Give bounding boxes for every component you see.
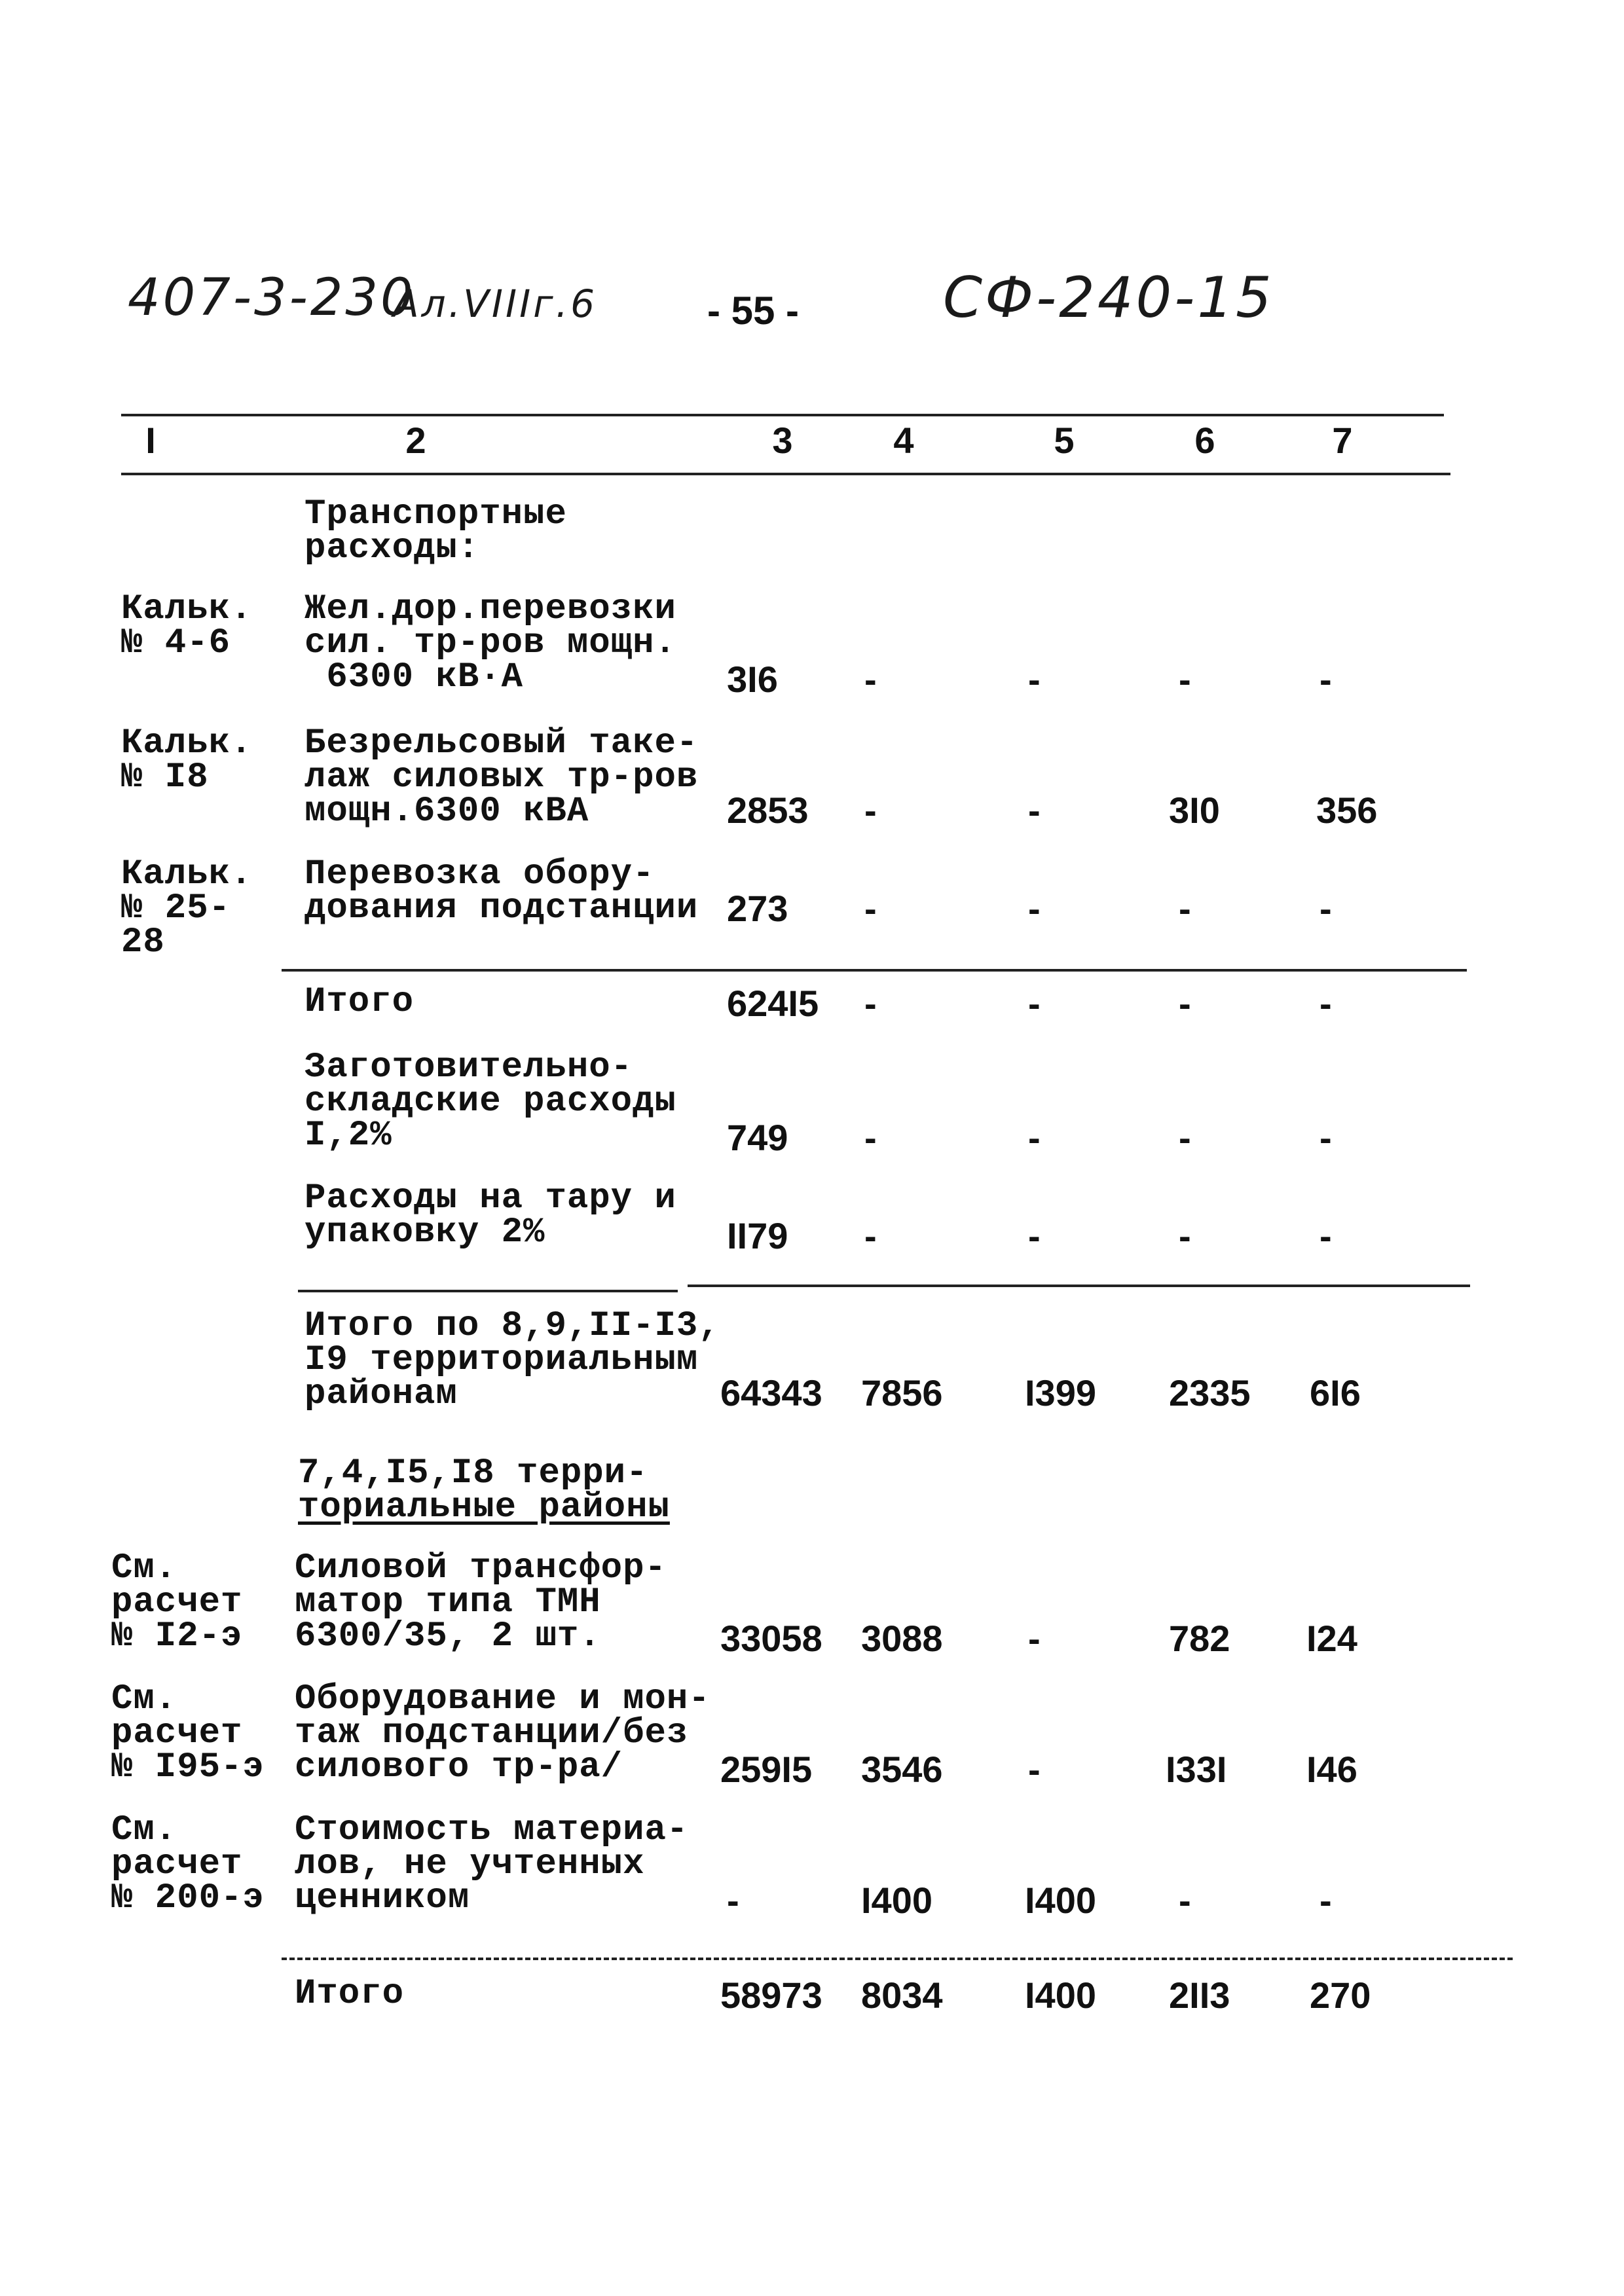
cell-col5: - [1028,659,1041,700]
cell-col6: - [1179,888,1191,929]
cell-col6: - [1179,1880,1191,1921]
cell-col5: I400 [1025,1975,1096,2016]
cell-col7: I46 [1306,1749,1357,1790]
cell-col3: 749 [727,1117,788,1158]
cell-col5: I400 [1025,1880,1096,1921]
cell-col6: - [1179,983,1191,1024]
cell-col7: - [1320,1880,1332,1921]
final-total-rule [282,1958,1513,1960]
cell-col3: - [727,1880,739,1921]
row-description: Итого [295,1974,405,2014]
cell-col5: - [1028,1117,1041,1158]
cell-col5: - [1028,1215,1041,1256]
cell-col6: - [1179,1215,1191,1256]
cell-col4: 7856 [861,1372,943,1413]
row-ref: Кальк. № 4-6 [121,589,253,663]
row-description: Оборудование и мон- таж подстанции/без силового тр-ра/ [295,1679,710,1787]
cell-col4: I400 [861,1880,932,1921]
cell-col5: - [1028,790,1041,831]
row-description: Итого [304,982,415,1022]
column-header-4: 4 [893,420,914,461]
cell-col6: 2335 [1169,1372,1251,1413]
cell-col7: 270 [1310,1975,1371,2016]
row-ref: См. расчет № I95-э [111,1679,265,1787]
cell-col4: - [864,1117,877,1158]
cell-col3: 64343 [720,1372,822,1413]
cell-col7: 356 [1316,790,1378,831]
cell-col4: - [864,983,877,1024]
cell-col4: 3546 [861,1749,943,1790]
cell-col3: 3I6 [727,659,778,700]
cell-col6: 2II3 [1169,1975,1230,2016]
column-header-3: 3 [772,420,793,461]
section-heading-territories-line2: ториальные районы [298,1487,670,1527]
column-header-2: 2 [405,420,426,461]
sheet-reference: Ал.VIIIг.6 [393,282,597,326]
cell-col4: - [864,790,877,831]
row-ref: См. расчет № I2-э [111,1548,243,1656]
cell-col4: - [864,659,877,700]
column-header-7: 7 [1332,420,1353,461]
total-rule-right [688,1285,1470,1287]
cell-col3: 2853 [727,790,809,831]
cell-col4: - [864,1215,877,1256]
cell-col3: 58973 [720,1975,822,2016]
cell-col3: 624I5 [727,983,819,1024]
cell-col5: - [1028,983,1041,1024]
row-description: Стоимость материа- лов, не учтенных ценником [295,1810,689,1918]
table-header-rule [121,473,1450,475]
row-description: Безрельсовый таке- лаж силовых тр-ров мощн.6300 кВА [304,723,699,831]
row-ref: См. расчет № 200-э [111,1810,265,1918]
document-code: 407-3-230 [128,268,416,327]
cell-col3: 259I5 [720,1749,813,1790]
page-number: - 55 - [707,289,800,333]
cell-col7: - [1320,983,1332,1024]
series-code: СФ-240-15 [943,265,1274,331]
column-header-5: 5 [1054,420,1075,461]
cell-col5: - [1028,888,1041,929]
row-ref: Кальк. № 25- 28 [121,854,253,962]
cell-col5: - [1028,1618,1041,1659]
subtotal-rule [282,969,1467,972]
cell-col5: - [1028,1749,1041,1790]
cell-col4: 3088 [861,1618,943,1659]
cell-col6: 782 [1169,1618,1230,1659]
cell-col7: - [1320,1117,1332,1158]
row-description: Расходы на тару и упаковку 2% [304,1178,676,1252]
total-rule-left [298,1290,678,1292]
column-header-1: I [145,420,156,461]
cell-col7: I24 [1306,1618,1357,1659]
cell-col6: - [1179,659,1191,700]
row-description: Перевозка обору- дования подстанции [304,854,699,928]
row-description: Силовой трансфор- матор типа ТМН 6300/35, 2 шт. [295,1548,667,1656]
cell-col5: I399 [1025,1372,1096,1413]
cell-col7: - [1320,888,1332,929]
cell-col6: I33I [1166,1749,1227,1790]
row-description: Заготовительно- складские расходы I,2% [304,1048,676,1156]
cell-col3: 273 [727,888,788,929]
cell-col3: II79 [727,1215,788,1256]
cell-col4: 8034 [861,1975,943,2016]
table-top-rule [121,414,1444,416]
section-heading-territories-line1: 7,4,I5,I8 терри- [298,1453,648,1493]
cell-col7: - [1320,1215,1332,1256]
cell-col6: - [1179,1117,1191,1158]
section-heading-transport: Транспортные расходы: [304,494,567,568]
row-description: Жел.дор.перевозки сил. тр-ров мощн. 6300 кВ·А [304,589,676,697]
row-description: Итого по 8,9,II-I3, I9 территориальным районам [304,1306,720,1414]
cell-col4: - [864,888,877,929]
cell-col7: - [1320,659,1332,700]
cell-col6: 3I0 [1169,790,1220,831]
cell-col7: 6I6 [1310,1372,1361,1413]
column-header-6: 6 [1194,420,1215,461]
cell-col3: 33058 [720,1618,822,1659]
row-ref: Кальк. № I8 [121,723,253,797]
